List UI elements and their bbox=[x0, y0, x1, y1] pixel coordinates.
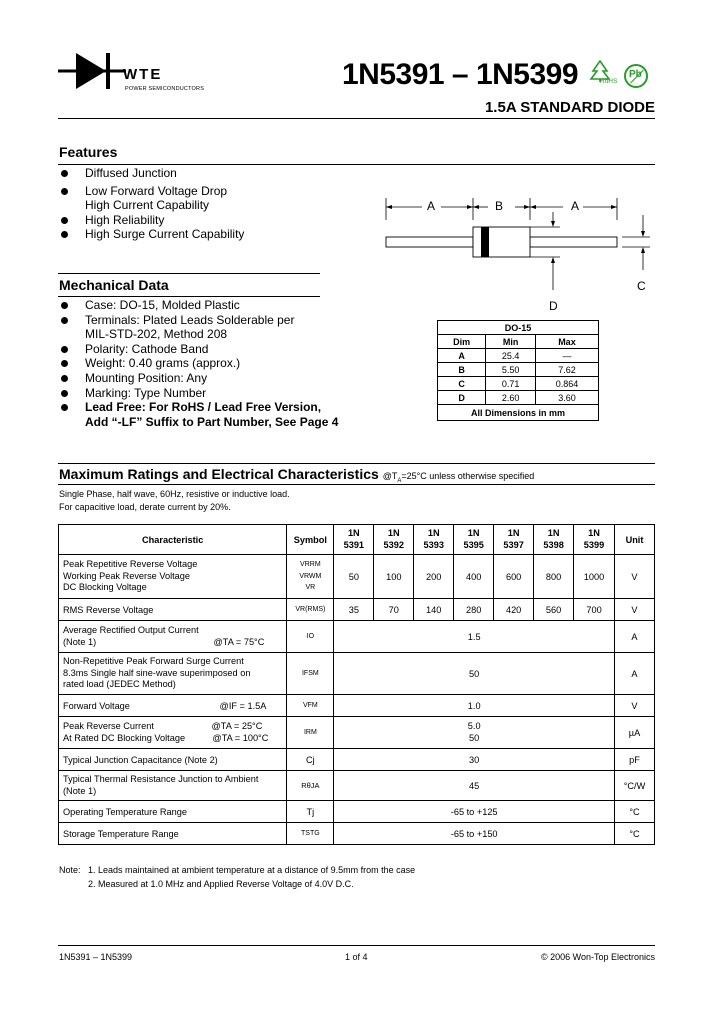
dim-cell: 0.71 bbox=[486, 377, 536, 391]
dim-cell: 0.864 bbox=[535, 377, 598, 391]
dim-table-header: Max bbox=[535, 335, 598, 349]
table-row bbox=[59, 749, 655, 771]
table-row bbox=[59, 599, 655, 621]
dim-cell: 7.62 bbox=[535, 363, 598, 377]
value-cell: 800 bbox=[534, 555, 574, 599]
mechanical-top-divider bbox=[58, 273, 320, 274]
part-number: 5392 bbox=[383, 539, 404, 550]
unit-cell: V bbox=[615, 695, 655, 717]
value-cell: 700 bbox=[574, 599, 615, 621]
value-line: 50 bbox=[469, 732, 480, 743]
dim-label-d: D bbox=[549, 299, 558, 313]
value-cell: 1.5 bbox=[334, 621, 615, 653]
char-condition: @TA = 100°C bbox=[212, 732, 269, 743]
char-text: (Note 1) bbox=[63, 636, 97, 647]
symbol-cell: VR(RMS) bbox=[287, 599, 334, 621]
dim-label-a-left: A bbox=[427, 199, 436, 213]
dimension-table bbox=[437, 320, 599, 421]
char-text: Peak Reverse Current bbox=[63, 721, 154, 731]
lead-free-pb-icon bbox=[624, 64, 648, 88]
value-cell bbox=[334, 717, 615, 749]
dim-label-c: C bbox=[637, 279, 646, 293]
value-line: 5.0 bbox=[467, 721, 481, 731]
char-line: Average Rectified Output Current bbox=[63, 625, 199, 635]
list-item: Weight: 0.40 grams (approx.) bbox=[59, 356, 338, 371]
part-number: 5397 bbox=[503, 539, 524, 550]
do15-package-diagram bbox=[378, 190, 660, 315]
header-divider bbox=[58, 118, 655, 119]
unit-cell: A bbox=[615, 621, 655, 653]
char-line: DC Blocking Voltage bbox=[63, 582, 147, 593]
ratings-condition bbox=[382, 471, 535, 484]
value-cell: -65 to +125 bbox=[334, 801, 615, 823]
list-item-continued bbox=[59, 327, 338, 342]
dim-cell: 5.50 bbox=[486, 363, 536, 377]
char-text: At Rated DC Blocking Voltage bbox=[63, 732, 186, 743]
footer-copyright: © 2006 Won-Top Electronics bbox=[540, 952, 655, 962]
char-line: 8.3ms Single half sine-wave superimposed on bbox=[63, 667, 251, 678]
list-item: High Surge Current Capability bbox=[59, 227, 244, 242]
mechanical-title: Mechanical Data bbox=[59, 277, 169, 293]
dim-cell: B bbox=[438, 363, 486, 377]
part-number: 5391 bbox=[343, 539, 365, 550]
unit-cell: °C bbox=[615, 801, 655, 823]
list-item: Lead Free: For RoHS / Lead Free Version, bbox=[59, 400, 338, 415]
ratings-top-divider bbox=[58, 463, 655, 464]
brand-tagline: POWER SEMICONDUCTORS bbox=[125, 86, 205, 92]
value-cell: 400 bbox=[454, 555, 494, 599]
part-number: 5393 bbox=[423, 539, 444, 550]
part-prefix: 1N bbox=[387, 528, 400, 538]
ratings-title-text: Maximum Ratings and Electrical Characteristics bbox=[59, 466, 379, 482]
col-part bbox=[574, 525, 615, 555]
ratings-note-line: For capacitive load, derate current by 20%. bbox=[59, 501, 231, 512]
symbol-cell: IRM bbox=[287, 717, 334, 749]
dim-table-header: Dim bbox=[438, 335, 486, 349]
part-prefix: 1N bbox=[588, 528, 600, 538]
list-item: Case: DO-15, Molded Plastic bbox=[59, 298, 338, 313]
char-line bbox=[63, 721, 282, 733]
symbol-cell: IO bbox=[287, 621, 334, 653]
col-part bbox=[454, 525, 494, 555]
part-number: 5399 bbox=[583, 539, 605, 550]
rohs-label: RoHS bbox=[600, 78, 618, 85]
list-item: High Reliability bbox=[59, 213, 244, 228]
list-item: Marking: Type Number bbox=[59, 386, 338, 401]
value-cell: 600 bbox=[494, 555, 534, 599]
symbol-cell: RθJA bbox=[287, 771, 334, 801]
table-row bbox=[59, 823, 655, 845]
list-item: Terminals: Plated Leads Solderable per bbox=[59, 313, 338, 328]
list-item: Low Forward Voltage Drop bbox=[59, 184, 244, 199]
char-line: Non-Repetitive Peak Forward Surge Current bbox=[63, 656, 244, 667]
mechanical-divider bbox=[58, 296, 320, 297]
table-row bbox=[59, 717, 655, 749]
symbol-line: VRWM bbox=[299, 572, 322, 580]
subtitle: 1.5A STANDARD DIODE bbox=[484, 99, 655, 116]
table-row bbox=[59, 771, 655, 801]
symbol-cell bbox=[287, 555, 334, 599]
char-condition: @IF = 1.5A bbox=[219, 700, 267, 711]
col-part bbox=[494, 525, 534, 555]
unit-cell: A bbox=[615, 653, 655, 695]
dim-cell: 3.60 bbox=[535, 391, 598, 405]
value-cell: 560 bbox=[534, 599, 574, 621]
char-cell bbox=[59, 653, 287, 695]
col-part bbox=[334, 525, 374, 555]
dim-cell: A bbox=[438, 349, 486, 363]
notes-label: Note: bbox=[59, 865, 81, 875]
table-row bbox=[59, 801, 655, 823]
symbol-cell: IFSM bbox=[287, 653, 334, 695]
ratings-note bbox=[59, 488, 290, 513]
cond-prefix: @T bbox=[382, 471, 398, 481]
page-title: 1N5391 – 1N5399 bbox=[342, 58, 579, 91]
table-row bbox=[438, 363, 599, 377]
ratings-title bbox=[59, 466, 534, 484]
part-prefix: 1N bbox=[427, 528, 440, 538]
symbol-cell: VFM bbox=[287, 695, 334, 717]
features-list bbox=[59, 166, 244, 242]
footer-page-number: 1 of 4 bbox=[345, 952, 368, 962]
dim-table-package: DO-15 bbox=[438, 321, 599, 335]
features-title: Features bbox=[59, 144, 118, 160]
value-cell: 70 bbox=[374, 599, 414, 621]
notes bbox=[59, 864, 415, 891]
note-item: 1. Leads maintained at ambient temperature at a distance of 9.5mm from the case bbox=[88, 865, 416, 875]
list-item: Mounting Position: Any bbox=[59, 371, 338, 386]
char-cell bbox=[59, 695, 287, 717]
cond-sub: A bbox=[397, 477, 402, 484]
part-prefix: 1N bbox=[347, 528, 360, 538]
value-cell: 280 bbox=[454, 599, 494, 621]
col-symbol: Symbol bbox=[287, 525, 334, 555]
table-row bbox=[59, 653, 655, 695]
dim-cell: 25.4 bbox=[486, 349, 536, 363]
dim-cell: 2.60 bbox=[486, 391, 536, 405]
char-cell bbox=[59, 555, 287, 599]
mechanical-list bbox=[59, 298, 338, 429]
char-line bbox=[63, 701, 282, 711]
dim-table-header: Min bbox=[486, 335, 536, 349]
table-row bbox=[59, 555, 655, 599]
unit-cell: °C/W bbox=[615, 771, 655, 801]
list-item: High Current Capability bbox=[85, 198, 210, 213]
list-item-text: MIL-STD-202, Method 208 bbox=[85, 327, 228, 342]
list-item-continued bbox=[59, 415, 338, 430]
col-part bbox=[374, 525, 414, 555]
table-row bbox=[59, 695, 655, 717]
cond-suffix: =25°C unless otherwise specified bbox=[401, 471, 535, 481]
unit-cell: V bbox=[615, 555, 655, 599]
char-line bbox=[63, 733, 282, 745]
dim-label-a-right: A bbox=[571, 199, 580, 213]
unit-cell: µA bbox=[615, 717, 655, 749]
value-cell: 45 bbox=[334, 771, 615, 801]
symbol-cell: TSTG bbox=[287, 823, 334, 845]
symbol-line: VR bbox=[305, 584, 316, 592]
char-line: rated load (JEDEC Method) bbox=[63, 679, 176, 690]
char-line: (Note 1) bbox=[63, 785, 97, 796]
pb-label: Pb bbox=[629, 69, 642, 80]
unit-cell: °C bbox=[615, 823, 655, 845]
dim-cell: C bbox=[438, 377, 486, 391]
table-row bbox=[438, 377, 599, 391]
footer-part: 1N5391 – 1N5399 bbox=[59, 952, 133, 962]
value-cell: -65 to +150 bbox=[334, 823, 615, 845]
value-cell: 35 bbox=[334, 599, 374, 621]
char-line: Working Peak Reverse Voltage bbox=[63, 570, 190, 581]
col-part bbox=[414, 525, 454, 555]
table-row bbox=[438, 391, 599, 405]
symbol-cell: Cj bbox=[287, 749, 334, 771]
unit-cell: V bbox=[615, 599, 655, 621]
char-line bbox=[63, 637, 282, 649]
part-number: 5395 bbox=[463, 539, 484, 550]
col-part bbox=[534, 525, 574, 555]
char-text: Forward Voltage bbox=[63, 700, 130, 711]
footer-divider bbox=[58, 945, 655, 946]
ratings-table bbox=[58, 524, 655, 845]
char-cell: Storage Temperature Range bbox=[59, 823, 287, 845]
table-row bbox=[59, 621, 655, 653]
value-cell: 50 bbox=[334, 653, 615, 695]
symbol-line: VRRM bbox=[300, 561, 321, 569]
symbol-cell: Tj bbox=[287, 801, 334, 823]
part-prefix: 1N bbox=[507, 528, 520, 538]
char-condition: @TA = 25°C bbox=[211, 721, 263, 731]
wte-diode-logo-icon bbox=[58, 50, 126, 92]
char-cell: RMS Reverse Voltage bbox=[59, 599, 287, 621]
features-divider bbox=[58, 164, 655, 165]
value-cell: 200 bbox=[414, 555, 454, 599]
part-prefix: 1N bbox=[467, 528, 480, 538]
note-item: 2. Measured at 1.0 MHz and Applied Reverse Voltage of 4.0V D.C. bbox=[88, 878, 354, 889]
part-prefix: 1N bbox=[547, 528, 560, 538]
char-line: Typical Thermal Resistance Junction to Ambient bbox=[63, 774, 259, 784]
char-cell bbox=[59, 621, 287, 653]
ratings-note-line: Single Phase, half wave, 60Hz, resistive or inductive load. bbox=[59, 489, 290, 499]
unit-cell: pF bbox=[615, 749, 655, 771]
list-item: Polarity: Cathode Band bbox=[59, 342, 338, 357]
dim-table-footer: All Dimensions in mm bbox=[438, 405, 599, 421]
value-cell: 50 bbox=[334, 555, 374, 599]
list-item-text: Add “-LF” Suffix to Part Number, See Page 4 bbox=[85, 414, 339, 429]
char-cell: Typical Junction Capacitance (Note 2) bbox=[59, 749, 287, 771]
char-condition: @TA = 75°C bbox=[213, 636, 265, 647]
table-row bbox=[438, 349, 599, 363]
dim-cell: D bbox=[438, 391, 486, 405]
list-item: Diffused Junction bbox=[59, 166, 244, 181]
col-characteristic: Characteristic bbox=[59, 525, 287, 555]
char-cell bbox=[59, 771, 287, 801]
value-cell: 1.0 bbox=[334, 695, 615, 717]
table-header-row bbox=[59, 525, 655, 555]
ratings-divider bbox=[58, 484, 655, 485]
value-cell: 1000 bbox=[574, 555, 615, 599]
rohs-icon bbox=[589, 60, 619, 90]
value-cell: 30 bbox=[334, 749, 615, 771]
dim-label-b: B bbox=[495, 199, 504, 213]
value-cell: 420 bbox=[494, 599, 534, 621]
col-unit: Unit bbox=[615, 525, 655, 555]
part-number: 5398 bbox=[543, 539, 564, 550]
value-cell: 100 bbox=[374, 555, 414, 599]
dim-cell: — bbox=[535, 349, 598, 363]
brand-name: WTE bbox=[123, 66, 163, 83]
value-cell: 140 bbox=[414, 599, 454, 621]
char-line: Peak Repetitive Reverse Voltage bbox=[63, 559, 198, 570]
char-cell: Operating Temperature Range bbox=[59, 801, 287, 823]
char-cell bbox=[59, 717, 287, 749]
